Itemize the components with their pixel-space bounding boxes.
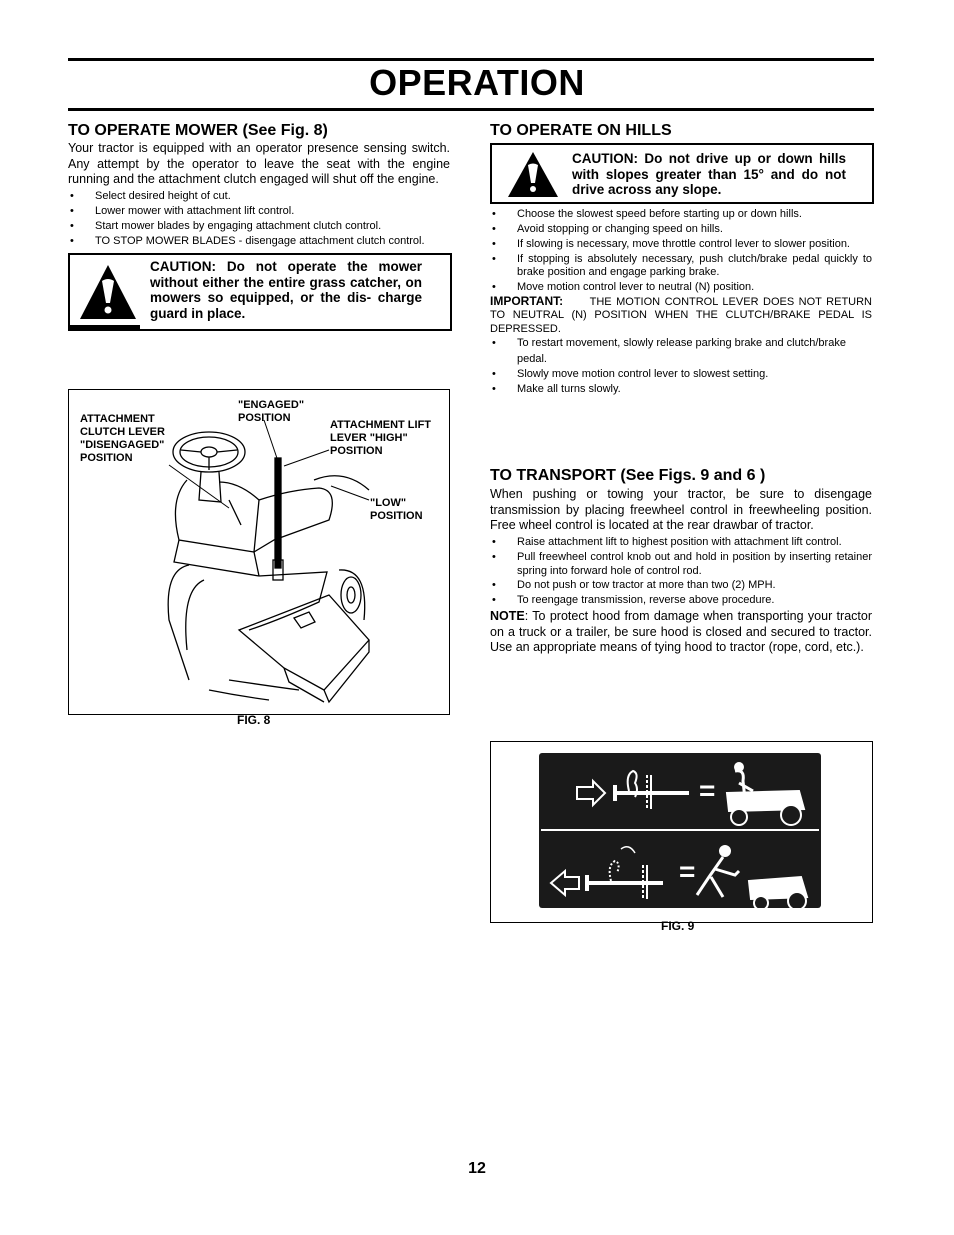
fig9-box — [490, 741, 873, 923]
page-title: OPERATION — [369, 62, 585, 103]
header-rule-bottom — [68, 108, 874, 111]
equals-sign-top: = — [699, 775, 716, 806]
list-item: • If slowing is necessary, move throttle control lever to slower position. — [490, 237, 872, 252]
hills-caution-box — [490, 143, 874, 204]
note-label: NOTE — [490, 609, 525, 624]
fig9-caption: FIG. 9 — [661, 919, 695, 933]
list-item: • Slowly move motion control lever to slowest setting. — [490, 367, 872, 382]
transport-intro: When pushing or towing your tractor, be sure to disengage transmission by placing freewheel control in freewheeling position. Free wheel control is located at the rear drawbar of tractor. — [490, 487, 872, 532]
caution-underline — [70, 325, 140, 329]
hills-bullets — [490, 207, 872, 295]
warning-triangle-icon — [76, 259, 140, 325]
mower-caution-text: CAUTION: Do not operate the mower without either the entire grass catcher, on mowers so equipped, or the dis- charge guard in place. — [150, 259, 422, 321]
transport-section — [490, 467, 872, 656]
hills-caution-text: CAUTION: Do not drive up or down hills with slopes greater than 15° and do not drive across any slope. — [572, 151, 846, 197]
list-item: • Select desired height of cut. — [68, 189, 450, 204]
hills-section — [490, 122, 872, 140]
fig8-box — [68, 389, 450, 715]
list-item: • Choose the slowest speed before starting up or down hills. — [490, 207, 872, 222]
mower-heading: TO OPERATE MOWER (See Fig. 8) — [68, 122, 328, 139]
list-item: • Pull freewheel control knob out and hold in position by inserting retainer spring into forward hole of control rod. — [490, 550, 872, 578]
important-label: IMPORTANT: — [490, 293, 564, 308]
list-item: • To reengage transmission, reverse above procedure. — [490, 593, 872, 608]
note-text: : To protect hood from damage when transporting your tractor on a truck or a trailer, be sure hood is closed and secured to tractor. Use an appropriate means of tying hood to tractor (rope, cord, etc.). — [490, 609, 872, 655]
mower-section — [68, 122, 450, 249]
list-item: • Do not push or tow tractor at more than two (2) MPH. — [490, 578, 872, 593]
hills-bullets-2 — [490, 336, 872, 397]
mower-bullets — [68, 189, 450, 250]
transport-bullets — [490, 535, 872, 609]
important-text: THE MOTION CONTROL LEVER DOES NOT RETURN TO NEUTRAL (N) POSITION WHEN THE CLUTCH/BRAKE PEDAL IS DEPRESSED. — [490, 295, 872, 335]
list-item: • If stopping is absolutely necessary, push clutch/brake pedal quickly to brake position and engage parking brake. — [490, 253, 872, 280]
equals-sign-bottom: = — [679, 856, 696, 887]
warning-triangle-icon — [506, 149, 560, 199]
list-item: • Start mower blades by engaging attachment clutch control. — [68, 219, 450, 234]
hills-important — [490, 295, 872, 337]
header-rule-top — [68, 58, 874, 61]
hills-body — [490, 207, 872, 397]
mower-intro: Your tractor is equipped with an operator presence sensing switch. Any attempt by the operator to leave the seat with the engine running and the attachment clutch engaged will shut off the engine. — [68, 141, 450, 186]
mower-caution-box — [68, 253, 452, 331]
list-item: • Make all turns slowly. — [490, 382, 872, 397]
list-item: • Avoid stopping or changing speed on hills. — [490, 222, 872, 237]
arrow-right-icon — [577, 781, 605, 805]
fig8-label-lift: ATTACHMENT LIFT LEVER "HIGH" POSITION — [330, 419, 432, 457]
fig8-caption: FIG. 8 — [237, 713, 271, 727]
page-number: 12 — [468, 1160, 486, 1177]
transport-note — [490, 609, 872, 656]
fig8-label-clutch: ATTACHMENT CLUTCH LEVER "DISENGAGED" POSITION — [80, 413, 165, 464]
fig8-label-low: "LOW" POSITION — [370, 497, 423, 522]
arrow-left-icon — [551, 871, 579, 895]
list-item: • TO STOP MOWER BLADES - disengage attachment clutch control. — [68, 234, 450, 249]
fig8-label-engaged: "ENGAGED" POSITION — [238, 399, 305, 424]
list-item: • Move motion control lever to neutral (N) position. — [490, 280, 872, 295]
freewheel-panel — [539, 753, 821, 908]
hills-heading: TO OPERATE ON HILLS — [490, 122, 672, 139]
list-item: • Raise attachment lift to highest position with attachment lift control. — [490, 535, 872, 550]
list-item: • To restart movement, slowly release parking brake and clutch/brake pedal. — [490, 336, 872, 366]
transport-heading: TO TRANSPORT (See Figs. 9 and 6 ) — [490, 467, 766, 484]
list-item: • Lower mower with attachment lift control. — [68, 204, 450, 219]
